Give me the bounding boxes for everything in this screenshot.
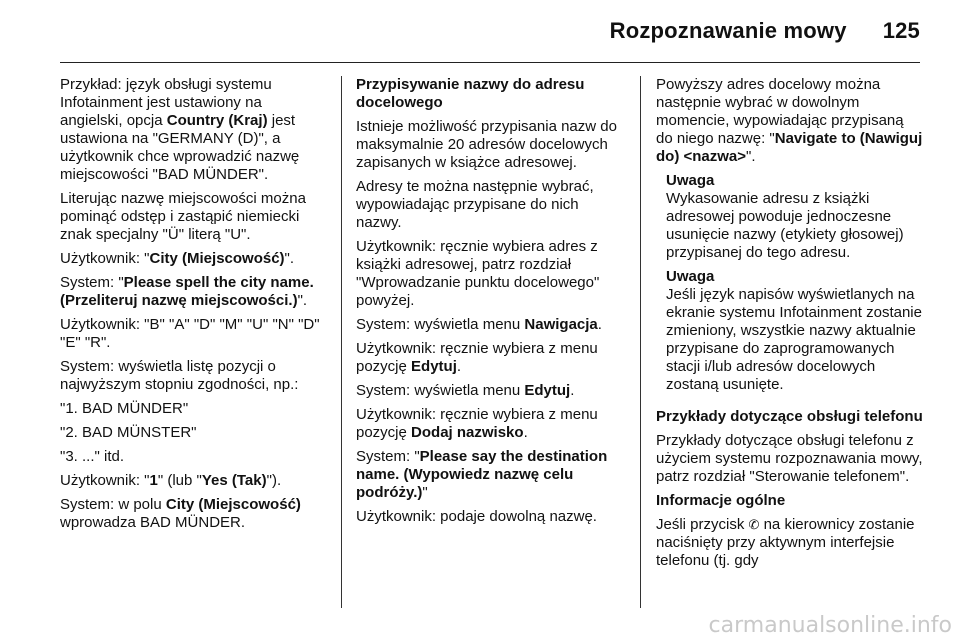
list-item: "1. BAD MÜNDER" [60, 400, 189, 417]
paragraph: Literując nazwę miejscowości można pominąć odstęp i zastąpić niemiecki znak specjalny "Ü" literą "U". [60, 190, 306, 243]
paragraph: Użytkownik: "B" "A" "D" "M" "U" "N" "D" "E" "R". [60, 316, 320, 351]
paragraph: Użytkownik: ręcznie wybiera z menu pozycję Dodaj nazwisko. [356, 406, 598, 441]
paragraph: System: wyświetla menu Nawigacja. [356, 316, 602, 333]
section-heading: Informacje ogólne [656, 492, 786, 509]
section-heading: Przypisywanie nazwy do adresu docelowego [356, 76, 585, 111]
paragraph: Jeśli przycisk ✆ na kierownicy zostanie naciśnięty przy aktywnym interfejsie telefonu (tj. gdy [656, 516, 915, 569]
paragraph: Powyższy adres docelowy można następnie wybrać w dowolnym momencie, wypowiadając przypisaną do niego nazwę: "Navigate to (Nawiguj do) <nazwa>". [656, 76, 923, 165]
paragraph: System: wyświetla listę pozycji o najwyższym stopniu zgodności, np.: [60, 358, 299, 393]
page-header [610, 18, 920, 44]
paragraph: System: w polu City (Miejscowość) wprowadza BAD MÜNDER. [60, 496, 301, 531]
watermark: carmanualsonline.info [708, 613, 952, 638]
paragraph: Istnieje możliwość przypisania nazw do maksymalnie 20 adresów docelowych zapisanych w książce adresowej. [356, 118, 617, 171]
paragraph: System: "Please say the destination name. (Wypowiedz nazwę celu podróży.)" [356, 448, 608, 501]
column-3 [656, 76, 924, 576]
paragraph: Przykłady dotyczące obsługi telefonu z użyciem systemu rozpoznawania mowy, patrz rozdział "Sterowanie telefonem". [656, 432, 923, 485]
paragraph: Użytkownik: "1" (lub "Yes (Tak)"). [60, 472, 282, 489]
column-divider-1 [341, 76, 342, 608]
page-number: 125 [882, 18, 920, 43]
column-2 [356, 76, 622, 532]
header-rule [60, 62, 920, 63]
note-box [666, 172, 924, 394]
note-heading: Uwaga [666, 172, 715, 189]
paragraph: Użytkownik: podaje dowolną nazwę. [356, 508, 597, 525]
paragraph: Przykład: język obsługi systemu Infotainment jest ustawiony na angielski, opcja Country (Kraj) jest ustawiona na "GERMANY (D)", a użytkownik chce wprowadzić nazwę miejscowości "BAD MÜNDER". [60, 76, 300, 183]
section-heading: Przykłady dotyczące obsługi telefonu [656, 408, 923, 425]
paragraph: Adresy te można następnie wybrać, wypowiadając przypisane do nich nazwy. [356, 178, 594, 231]
paragraph: System: "Please spell the city name. (Przeliteruj nazwę miejscowości.)". [60, 274, 314, 309]
paragraph: Użytkownik: ręcznie wybiera adres z książki adresowej, patrz rozdział "Wprowadzanie punktu docelowego" powyżej. [356, 238, 600, 309]
paragraph: System: wyświetla menu Edytuj. [356, 382, 575, 399]
phone-icon: ✆ [748, 517, 760, 532]
list-item: "2. BAD MÜNSTER" [60, 424, 197, 441]
column-1 [60, 76, 326, 538]
page-title: Rozpoznawanie mowy [609, 18, 847, 43]
note-text: Wykasowanie adresu z książki adresowej powoduje jednoczesne usunięcie nazwy (etykiety głosowej) przypisanej do tego adresu. [666, 190, 904, 261]
note-heading: Uwaga [666, 268, 715, 285]
note-text: Jeśli język napisów wyświetlanych na ekranie systemu Infotainment zostanie zmieniony, wszystkie nazwy aktualnie przypisane do zaprogramowanych stacji i/lub adresów docelowych zostaną usunięte. [666, 286, 922, 393]
column-divider-2 [640, 76, 641, 608]
list-item: "3. ..." itd. [60, 448, 125, 465]
paragraph: Użytkownik: ręcznie wybiera z menu pozycję Edytuj. [356, 340, 598, 375]
paragraph: Użytkownik: "City (Miejscowość)". [60, 250, 295, 267]
